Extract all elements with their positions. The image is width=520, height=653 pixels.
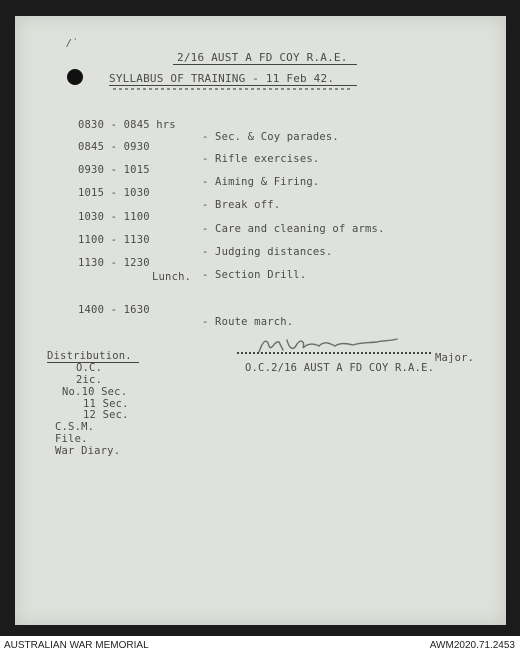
distribution-item: C.S.M. — [55, 421, 95, 433]
signature-line — [237, 352, 433, 354]
schedule-time: 1030 - 1100 — [78, 211, 150, 223]
schedule-row — [15, 292, 294, 328]
schedule-time: 0830 - 0845 hrs — [78, 119, 176, 131]
title-underline — [173, 64, 357, 65]
schedule-time: 1015 - 1030 — [78, 187, 150, 199]
distribution-item: War Diary. — [55, 445, 121, 457]
distribution-item: File. — [55, 433, 88, 445]
document-subtitle: SYLLABUS OF TRAINING - 11 Feb 42. — [109, 72, 335, 85]
archive-name: AUSTRALIAN WAR MEMORIAL — [4, 640, 149, 651]
distribution-item: O.C. — [76, 362, 103, 374]
schedule-activity: - Aiming & Firing. — [202, 176, 320, 188]
distribution-item: 2ic. — [76, 374, 103, 386]
signatory-unit: O.C.2/16 AUST A FD COY R.A.E. — [245, 362, 435, 374]
document-sheet — [15, 16, 506, 625]
punch-hole — [67, 69, 83, 85]
schedule-time: 1130 - 1230 — [78, 257, 150, 269]
schedule-row — [15, 107, 339, 143]
distribution-item: No.10 Sec. — [62, 386, 128, 398]
subtitle-dash-rule — [113, 88, 353, 90]
signatory-rank: Major. — [435, 352, 475, 364]
archive-reference: AWM2020.71.2453 — [429, 640, 515, 651]
schedule-activity: - Rifle exercises. — [202, 153, 320, 165]
schedule-time: 0930 - 1015 — [78, 164, 150, 176]
schedule-activity: - Care and cleaning of arms. — [202, 223, 385, 235]
schedule-activity: - Route march. — [202, 316, 294, 328]
schedule-time: 1100 - 1130 — [78, 234, 150, 246]
schedule-time: 1400 - 1630 — [78, 304, 150, 316]
schedule-activity: - Break off. — [202, 199, 281, 211]
archive-footer — [0, 636, 520, 653]
schedule-activity: - Judging distances. — [202, 246, 333, 258]
distribution-item: 11 Sec. — [83, 398, 129, 410]
lunch-break: Lunch. — [152, 271, 192, 283]
schedule-time: 0845 - 0930 — [78, 141, 150, 153]
handwritten-signature — [253, 334, 403, 358]
pencil-mark: /` — [66, 38, 79, 49]
schedule-activity: - Section Drill. — [202, 269, 307, 281]
document-title: 2/16 AUST A FD COY R.A.E. — [177, 51, 348, 64]
distribution-item: 12 Sec. — [83, 409, 129, 421]
distribution-heading: Distribution. — [47, 350, 132, 362]
subtitle-underline — [109, 85, 357, 86]
schedule-activity: - Sec. & Coy parades. — [202, 131, 339, 143]
